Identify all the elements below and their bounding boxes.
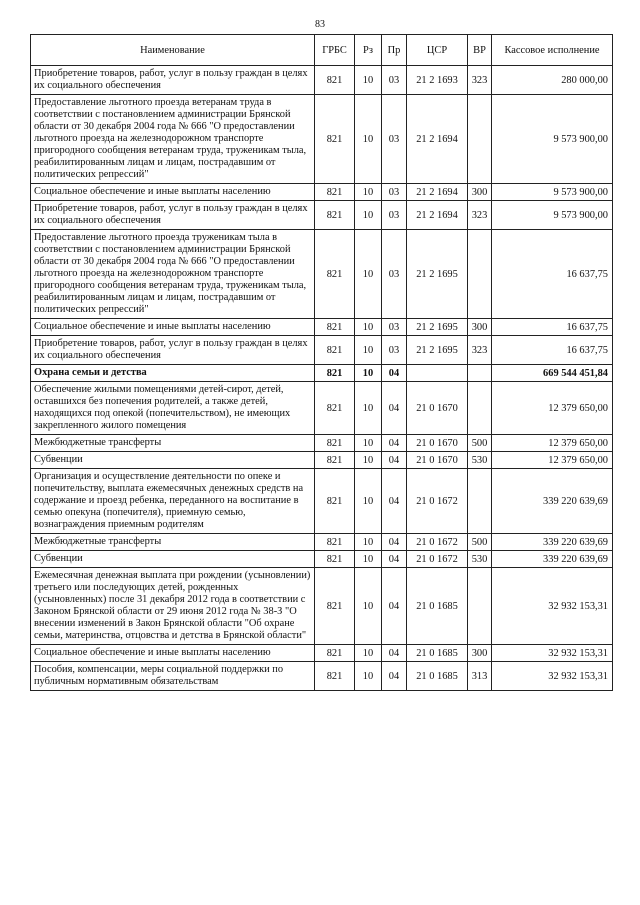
row-grbs: 821 (315, 184, 355, 201)
row-csr: 21 2 1694 (407, 95, 468, 184)
row-name: Межбюджетные трансферты (31, 435, 315, 452)
row-amount: 32 932 153,31 (492, 568, 613, 645)
row-name: Ежемесячная денежная выплата при рождении (усыновлении) третьего или последующих детей, рожденных (усыновленных) после 31 декабря 2012 года в соответствии с Законом Брянской области от 29 июня 2012 года № 38-З "О внесении изменений в Закон Брянской области "Об охране семьи, материнства, отцовства и детства в Брянской области" (31, 568, 315, 645)
row-name: Социальное обеспечение и иные выплаты населению (31, 319, 315, 336)
table-row (31, 95, 613, 184)
row-rz: 10 (355, 336, 382, 365)
row-rz: 10 (355, 365, 382, 382)
row-pr: 04 (382, 469, 407, 534)
row-amount: 9 573 900,00 (492, 95, 613, 184)
table-body (31, 66, 613, 691)
row-pr: 04 (382, 365, 407, 382)
table-row (31, 184, 613, 201)
row-name: Охрана семьи и детства (31, 365, 315, 382)
header-grbs: ГРБС (315, 35, 355, 66)
header-amount: Кассовое исполнение (492, 35, 613, 66)
row-grbs: 821 (315, 201, 355, 230)
row-rz: 10 (355, 551, 382, 568)
row-pr: 04 (382, 645, 407, 662)
row-csr: 21 2 1693 (407, 66, 468, 95)
row-amount: 9 573 900,00 (492, 201, 613, 230)
row-vr (468, 95, 492, 184)
row-csr: 21 2 1694 (407, 184, 468, 201)
row-vr: 323 (468, 336, 492, 365)
row-pr: 04 (382, 568, 407, 645)
row-vr: 530 (468, 452, 492, 469)
table-row (31, 551, 613, 568)
row-pr: 03 (382, 336, 407, 365)
row-csr: 21 0 1672 (407, 534, 468, 551)
row-amount: 339 220 639,69 (492, 551, 613, 568)
table-row (31, 568, 613, 645)
row-csr: 21 2 1695 (407, 230, 468, 319)
table-row (31, 66, 613, 95)
table-header (31, 35, 613, 66)
row-name: Субвенции (31, 551, 315, 568)
row-grbs: 821 (315, 230, 355, 319)
row-amount: 16 637,75 (492, 230, 613, 319)
row-vr: 500 (468, 534, 492, 551)
table-row (31, 452, 613, 469)
row-amount: 280 000,00 (492, 66, 613, 95)
row-name: Пособия, компенсации, меры социальной поддержки по публичным нормативным обязательствам (31, 662, 315, 691)
row-vr: 300 (468, 645, 492, 662)
row-name: Предоставление льготного проезда труженикам тыла в соответствии с постановлением администрации Брянской области от 30 декабря 2004 года № 666 "О предоставлении льготного проезда на железнодорожном транспорте пригородного сообщения ветеранам труда, труженикам тыла, реабилитированным лицам и лицам, пострадавшим от политических репрессий" (31, 230, 315, 319)
row-pr: 03 (382, 184, 407, 201)
row-pr: 04 (382, 534, 407, 551)
row-csr: 21 0 1685 (407, 645, 468, 662)
table-row (31, 336, 613, 365)
row-name: Межбюджетные трансферты (31, 534, 315, 551)
row-csr: 21 2 1695 (407, 336, 468, 365)
row-csr: 21 0 1685 (407, 568, 468, 645)
row-csr (407, 365, 468, 382)
row-rz: 10 (355, 319, 382, 336)
row-grbs: 821 (315, 319, 355, 336)
row-vr: 313 (468, 662, 492, 691)
row-csr: 21 0 1672 (407, 469, 468, 534)
row-grbs: 821 (315, 435, 355, 452)
row-csr: 21 0 1672 (407, 551, 468, 568)
row-pr: 04 (382, 435, 407, 452)
row-pr: 04 (382, 662, 407, 691)
row-amount: 339 220 639,69 (492, 534, 613, 551)
row-rz: 10 (355, 230, 382, 319)
table-row (31, 319, 613, 336)
row-csr: 21 0 1670 (407, 435, 468, 452)
row-name: Субвенции (31, 452, 315, 469)
row-csr: 21 2 1694 (407, 201, 468, 230)
header-vr: ВР (468, 35, 492, 66)
row-rz: 10 (355, 452, 382, 469)
row-name: Организация и осуществление деятельности по опеке и попечительству, выплата ежемесячных денежных средств на содержание и проезд ребенка, переданного на воспитание в семью опекуна (попечителя), приемную семью, вознаграждения приемным родителям (31, 469, 315, 534)
row-pr: 03 (382, 230, 407, 319)
table-row (31, 662, 613, 691)
row-grbs: 821 (315, 336, 355, 365)
row-vr: 530 (468, 551, 492, 568)
row-name: Обеспечение жилыми помещениями детей-сирот, детей, оставшихся без попечения родителей, а также детей, находящихся под опекой (попечительством), не имеющих закрепленного жилого помещения (31, 382, 315, 435)
row-grbs: 821 (315, 469, 355, 534)
row-grbs: 821 (315, 645, 355, 662)
row-amount: 12 379 650,00 (492, 435, 613, 452)
row-pr: 04 (382, 382, 407, 435)
row-amount: 12 379 650,00 (492, 452, 613, 469)
row-pr: 03 (382, 319, 407, 336)
row-amount: 669 544 451,84 (492, 365, 613, 382)
row-grbs: 821 (315, 452, 355, 469)
row-csr: 21 0 1685 (407, 662, 468, 691)
header-csr: ЦСР (407, 35, 468, 66)
row-pr: 04 (382, 452, 407, 469)
row-name: Социальное обеспечение и иные выплаты населению (31, 184, 315, 201)
row-amount: 12 379 650,00 (492, 382, 613, 435)
row-pr: 04 (382, 551, 407, 568)
row-rz: 10 (355, 469, 382, 534)
row-grbs: 821 (315, 382, 355, 435)
row-csr: 21 0 1670 (407, 382, 468, 435)
row-vr: 500 (468, 435, 492, 452)
row-amount: 339 220 639,69 (492, 469, 613, 534)
row-rz: 10 (355, 645, 382, 662)
table-row (31, 201, 613, 230)
table-row (31, 230, 613, 319)
header-rz: Рз (355, 35, 382, 66)
row-vr (468, 365, 492, 382)
row-rz: 10 (355, 66, 382, 95)
row-pr: 03 (382, 95, 407, 184)
row-vr: 300 (468, 184, 492, 201)
row-grbs: 821 (315, 365, 355, 382)
row-vr (468, 230, 492, 319)
header-name: Наименование (31, 35, 315, 66)
row-name: Приобретение товаров, работ, услуг в пользу граждан в целях их социального обеспечения (31, 201, 315, 230)
row-rz: 10 (355, 568, 382, 645)
row-rz: 10 (355, 662, 382, 691)
row-vr: 323 (468, 201, 492, 230)
row-rz: 10 (355, 382, 382, 435)
row-rz: 10 (355, 435, 382, 452)
row-name: Приобретение товаров, работ, услуг в пользу граждан в целях их социального обеспечения (31, 66, 315, 95)
row-vr (468, 382, 492, 435)
row-grbs: 821 (315, 568, 355, 645)
row-vr (468, 469, 492, 534)
row-rz: 10 (355, 184, 382, 201)
table-row (31, 534, 613, 551)
row-name: Предоставление льготного проезда ветеранам труда в соответствии с постановлением администрации Брянской области от 30 декабря 2004 года № 666 "О предоставлении льготного проезда на железнодорожном транспорте пригородного сообщения ветеранам труда, труженикам тыла, реабилитированным лицам и лицам, пострадавшим от политических репрессий" (31, 95, 315, 184)
row-grbs: 821 (315, 66, 355, 95)
table-row (31, 365, 613, 382)
row-grbs: 821 (315, 534, 355, 551)
row-amount: 9 573 900,00 (492, 184, 613, 201)
row-csr: 21 2 1695 (407, 319, 468, 336)
row-vr: 300 (468, 319, 492, 336)
table-row (31, 645, 613, 662)
row-grbs: 821 (315, 551, 355, 568)
row-grbs: 821 (315, 662, 355, 691)
row-name: Приобретение товаров, работ, услуг в пользу граждан в целях их социального обеспечения (31, 336, 315, 365)
budget-table (30, 34, 613, 691)
row-rz: 10 (355, 95, 382, 184)
row-csr: 21 0 1670 (407, 452, 468, 469)
table-row (31, 469, 613, 534)
page-number: 83 (315, 19, 325, 30)
row-pr: 03 (382, 201, 407, 230)
row-vr (468, 568, 492, 645)
row-grbs: 821 (315, 95, 355, 184)
row-amount: 32 932 153,31 (492, 662, 613, 691)
row-amount: 16 637,75 (492, 336, 613, 365)
row-amount: 32 932 153,31 (492, 645, 613, 662)
row-rz: 10 (355, 201, 382, 230)
table-row (31, 435, 613, 452)
row-name: Социальное обеспечение и иные выплаты населению (31, 645, 315, 662)
row-amount: 16 637,75 (492, 319, 613, 336)
row-pr: 03 (382, 66, 407, 95)
row-rz: 10 (355, 534, 382, 551)
header-pr: Пр (382, 35, 407, 66)
row-vr: 323 (468, 66, 492, 95)
table-row (31, 382, 613, 435)
